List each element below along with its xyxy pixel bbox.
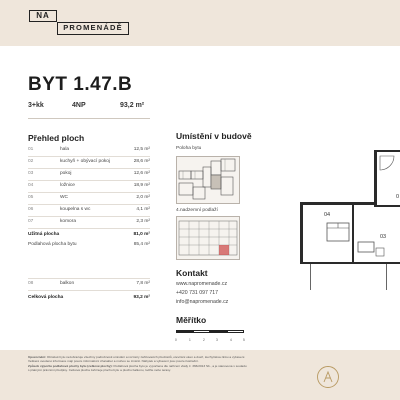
footnote-text [28,355,248,373]
apartment-floor: 4NP [72,102,86,109]
floor-selector-image [176,216,240,260]
apartment-area: 93,2 m² [120,102,145,109]
total-area-value: 93,2 m² [133,295,150,300]
room-row [28,157,150,168]
logo-na: NA [29,10,57,22]
room-name: WC [60,195,68,200]
room-row [28,217,150,228]
room-area: 12,5 m² [133,147,150,152]
floor-area-value: 85,4 m² [133,242,150,247]
scale-label: 3 [216,338,218,342]
plan-wall [300,202,303,264]
plan-wall [310,264,311,290]
position-label: Poloha bytu [176,146,202,151]
scale-segment [193,330,210,333]
balcony-row [28,279,150,290]
footnote-title-2: Způsob výpočtu podlahové plochy bytu (celkové plochy): [28,363,113,368]
footnote-body-2: Podlahová plocha bytu je vypočtena dle nařízení vlády č. 366/2013 Sb., a je stanovena v souladu s platnými právními předpisy. Celková plocha zahrnuje plochu bytu a plochu balkonu, lodžie nebo terasy. [28,363,247,373]
location-heading: Umístění v budově [176,131,252,141]
room-area: 4,1 m² [136,207,150,212]
room-num: 05 [28,195,34,200]
room-label-partial: 0 [396,194,400,200]
scale-label: 4 [230,338,232,342]
plan-wall [352,202,354,264]
room-label-03: 03 [380,234,387,240]
room-name: ložnice [60,183,75,188]
contact-heading: Kontakt [176,268,208,278]
contact-phone[interactable]: +420 731 097 717 [176,290,218,296]
total-area-row [28,293,150,304]
header-band [0,0,400,46]
door-swing-icon [378,154,398,174]
plan-wall [374,205,400,207]
footnote-title: Upozornění: [28,355,47,359]
plan-wall [300,262,400,264]
room-num: 01 [28,147,34,152]
brand-logo[interactable] [29,10,129,35]
room-num: 06 [28,207,34,212]
scale-label: 0 [175,338,177,342]
room-area: 2,3 m² [136,219,150,224]
room-row [28,193,150,204]
row-divider [28,228,150,229]
room-name: hala [60,147,70,152]
room-area: 28,6 m² [133,159,150,164]
title-divider [28,118,150,119]
footnote-body: Obrázek bytu nezobrazuje všechny podrobnosti umístění a rozměry zařizovacích předmětů, otevírání oken a dveří, kuchyňskou linku a vybavení. Veškeré uvedené informace mají pouze informativní charakter a mohou se změnit. Nábytek a vybavení jsou pouze ilustrační. [28,355,246,364]
room-area: 18,9 m² [133,183,150,188]
scale-segment [210,330,227,333]
usable-area-value: 81,0 m² [133,232,150,237]
scale-label: 1 [189,338,191,342]
total-area-label: Celková plocha [28,295,64,300]
plan-wall [300,202,376,205]
room-area: 7,8 m² [136,281,150,286]
room-name: pokoj [60,171,72,176]
room-name: kuchyň + obývací pokoj [60,159,110,164]
scale-segment [176,330,193,333]
plan-wall [386,264,387,290]
room-area: 2,0 m² [136,195,150,200]
room-num: 04 [28,183,34,188]
apartment-layout: 3+kk [28,102,44,109]
contact-email[interactable]: info@napromenade.cz [176,299,229,305]
scale-heading: Měřítko [176,315,207,325]
apartment-title: BYT 1.47.B [28,74,133,95]
room-name: koupelna s wc [60,207,91,212]
room-area: 12,6 m² [133,171,150,176]
room-name: balkon [60,281,75,286]
logo-promenade: PROMENÁDĚ [57,22,129,35]
bed-icon [326,222,352,242]
room-row [28,181,150,192]
floor-selector-drawing [177,217,239,259]
building-plan-image [176,156,240,204]
usable-area-label: Užitná plocha [28,232,60,237]
room-row [28,145,150,156]
room-num: 07 [28,219,34,224]
contact-website[interactable]: www.napromenade.cz [176,281,228,287]
plan-wall [374,150,400,152]
scale-label: 5 [243,338,245,342]
scale-segment [227,330,244,333]
room-num: 02 [28,159,34,164]
floor-plan-label: 4.nadzemní podlaží [176,208,218,213]
room-num: 03 [28,171,34,176]
apartment-floor-plan [296,140,400,290]
room-num: 08 [28,281,34,286]
room-label-04: 04 [324,212,331,218]
room-row [28,169,150,180]
scale-bar [176,330,244,336]
floor-area-label: Podlahová plocha bytu [28,242,77,247]
building-plan-drawing [177,157,239,203]
plan-wall [374,150,377,205]
desk-icon [356,238,386,258]
room-name: komora [60,219,76,224]
overview-heading: Přehled ploch [28,133,85,143]
floor-area-row [28,240,150,251]
brand-emblem-icon [316,365,340,389]
scale-label: 2 [203,338,205,342]
row-divider [28,290,150,291]
room-row [28,205,150,216]
